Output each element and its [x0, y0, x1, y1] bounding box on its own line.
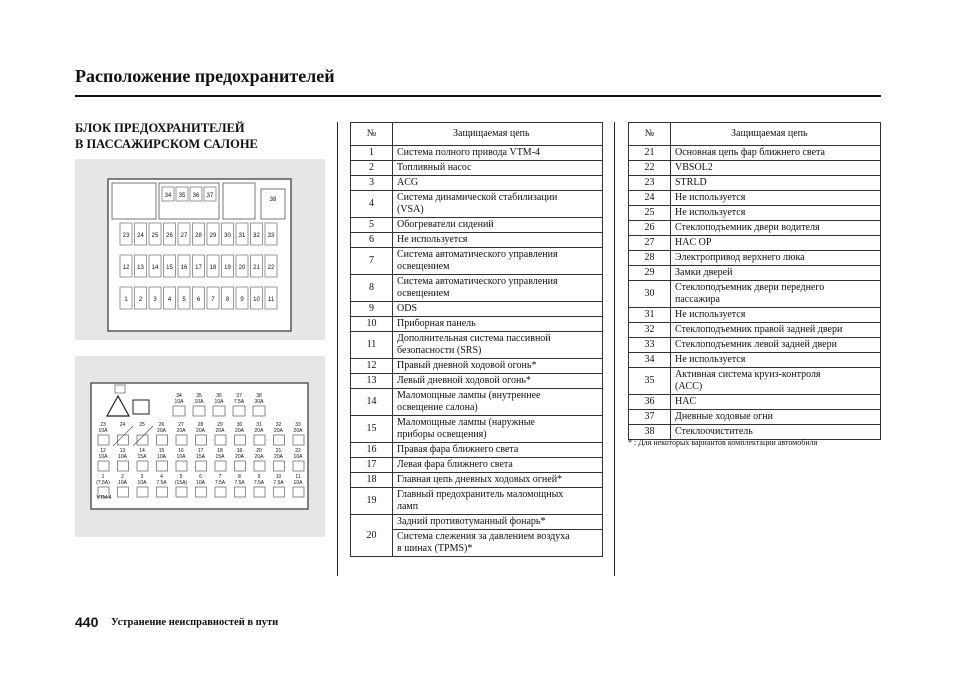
table-row: [351, 458, 603, 473]
circuit-text-line: ламп: [397, 501, 419, 512]
fuse-rating-label: 20A: [196, 428, 205, 434]
fuse-number-label: 36: [192, 193, 200, 199]
circuit-text-line: Стеклоподъемник двери водителя: [675, 222, 820, 233]
fuse-circuit: [671, 281, 881, 308]
fuse-number-label: 16: [180, 265, 188, 271]
circuit-text-line: в шинах (TPMS)*: [397, 543, 473, 554]
fuse-number-label: 35: [178, 193, 186, 199]
fuse-circuit: [393, 146, 603, 161]
circuit-text-line: Главная цепь дневных ходовых огней*: [397, 474, 563, 485]
fuse-number-label: 24: [119, 422, 126, 428]
circuit-text-line: Система полного привода VTM-4: [397, 147, 541, 158]
table-row: [629, 338, 881, 353]
fuse-number: 26: [629, 221, 671, 236]
circuit-text-line: приборы освещения): [397, 429, 487, 440]
fuse-number: 2: [351, 161, 393, 176]
fuse-circuit: [393, 176, 603, 191]
fuse-number-label: 20: [256, 448, 262, 454]
circuit-text-line: ODS: [397, 303, 418, 314]
fuse-number-label: 7: [211, 297, 215, 303]
fuse-number-label: 38: [269, 197, 277, 203]
fuse-circuit: [393, 233, 603, 248]
fuse-number-label: 12: [122, 265, 130, 271]
fuse-rating-label: 20A: [274, 428, 283, 434]
fuse-number-label: 32: [253, 233, 260, 239]
fuse-number-label: 26: [166, 233, 173, 239]
table-row: [351, 275, 603, 302]
fuse-number-label: 15: [158, 448, 165, 454]
fuse-number-label: 28: [195, 233, 202, 239]
fuse-number-label: 18: [217, 448, 223, 454]
fuse-rating-label: 10A: [194, 399, 204, 405]
circuit-text-line: Не используется: [397, 234, 468, 245]
fuse-rating-label: 15A: [215, 454, 225, 460]
section-heading: [75, 120, 258, 152]
fuse-circuit: [393, 389, 603, 416]
fuse-label-diagram: [75, 356, 325, 537]
fuse-number: 28: [629, 251, 671, 266]
fuse-circuit: [393, 359, 603, 374]
footnote: * : Для некоторых вариантов комплектации автомобиля: [628, 438, 818, 447]
table-row: [629, 206, 881, 221]
fuse-number: 24: [629, 191, 671, 206]
table-row: [629, 146, 881, 161]
fuse-number: 32: [629, 323, 671, 338]
fuse-rating-label: 20A: [215, 428, 225, 434]
fuse-number-label: 19: [224, 265, 231, 271]
fuse-number-label: 34: [176, 393, 182, 399]
table-row: [629, 176, 881, 191]
fuse-rating-label: 7.5A: [234, 480, 245, 486]
circuit-text-line: Не используется: [675, 354, 746, 365]
table-header-row: [629, 123, 881, 146]
fuse-circuit: [393, 161, 603, 176]
title-rule: [75, 95, 881, 97]
fuse-rating-label: 20A: [254, 454, 264, 460]
table-row: [629, 353, 881, 368]
fuse-rating-label: 20A: [274, 454, 283, 460]
fuse-number: 33: [629, 338, 671, 353]
fuse-number: 14: [351, 389, 393, 416]
fuse-rating-label: 20A: [235, 428, 244, 434]
fuse-number-label: 3: [153, 297, 157, 303]
fuse-number-label: 27: [180, 233, 188, 239]
fuse-rating-label: 10A: [214, 399, 224, 405]
circuit-text-line: Стеклоподъемник правой задней двери: [675, 324, 843, 335]
fuse-number-label: 14: [139, 448, 145, 454]
fuse-number-label: 29: [209, 233, 217, 239]
fuse-rating-label: 20A: [235, 454, 244, 460]
circuit-text-line: ACG: [397, 177, 419, 188]
fuse-rating-label: 10A: [118, 480, 127, 486]
fuse-number: 37: [629, 410, 671, 425]
page-number: 440: [75, 614, 99, 630]
circuit-text-line: Система автоматического управления: [397, 276, 558, 287]
fuse-circuit: [393, 473, 603, 488]
fuse-circuit: [393, 248, 603, 275]
fuse-number-label: 36: [216, 393, 222, 399]
circuit-text-line: освещением: [397, 261, 450, 272]
fuse-number-label: 3: [140, 474, 144, 480]
circuit-text-line: Обогреватели сидений: [397, 219, 494, 230]
fuse-rating-label: 10A: [98, 454, 108, 460]
fuse-circuit: [671, 266, 881, 281]
fuse-number: 16: [351, 443, 393, 458]
fuse-number-label: 10: [275, 474, 282, 480]
circuit-text-line: HAC OP: [675, 237, 712, 248]
fuse-circuit: [671, 176, 881, 191]
fuse-number-label: 16: [178, 448, 184, 454]
fuse-number-label: 21: [253, 265, 260, 271]
table-row: [629, 395, 881, 410]
fuse-number: 5: [351, 218, 393, 233]
fuse-number-label: 17: [195, 265, 202, 271]
table-row: [629, 221, 881, 236]
fuse-circuit: [671, 146, 881, 161]
fuse-circuit: [671, 161, 881, 176]
section-heading-line-2: В ПАССАЖИРСКОМ САЛОНЕ: [75, 137, 258, 151]
fuse-circuit: [393, 275, 603, 302]
fuse-number-label: 29: [217, 422, 223, 428]
fuse-number-label: 22: [295, 448, 301, 454]
fuse-circuit: [393, 443, 603, 458]
fuse-number-label: 1: [124, 297, 128, 303]
fuse-number-label: 30: [236, 422, 243, 428]
fuse-number-label: 6: [199, 474, 202, 480]
circuit-text-line: Не используется: [675, 309, 746, 320]
section-heading-line-1: БЛОК ПРЕДОХРАНИТЕЛЕЙ: [75, 121, 245, 135]
fuse-number-label: 8: [238, 474, 241, 480]
fuse-number-label: 9: [240, 297, 244, 303]
fuse-circuit: [393, 218, 603, 233]
fuse-number-label: 5: [182, 297, 186, 303]
table-row: [351, 443, 603, 458]
fuse-number: 12: [351, 359, 393, 374]
fuse-number-label: 11: [267, 297, 275, 303]
circuit-text-line: STRLD: [675, 177, 707, 188]
fuse-circuit: [671, 410, 881, 425]
table-row: [629, 266, 881, 281]
fuse-number-label: 37: [206, 193, 214, 199]
fuse-circuit: [671, 353, 881, 368]
circuit-text-line: Замки дверей: [675, 267, 733, 278]
fuse-circuit: [393, 332, 603, 359]
fuse-number-label: 32: [275, 422, 282, 428]
table-row: [351, 332, 603, 359]
fuse-rating-label: 10A: [196, 480, 205, 486]
fuse-circuit: [393, 416, 603, 443]
fuse-number-label: 28: [197, 422, 204, 428]
relay-slot: [112, 183, 156, 219]
fuse-rating-label: 30A: [254, 399, 264, 405]
table-header-row: [351, 123, 603, 146]
fuse-number-label: 17: [197, 448, 204, 454]
fuse-number-label: 38: [256, 393, 262, 399]
fuse-number: 10: [351, 317, 393, 332]
fuse-number-label: 2: [121, 474, 124, 480]
fuse-rating-label: 10A: [98, 428, 108, 434]
circuit-text-line: Дневные ходовые огни: [675, 411, 773, 422]
table-row: [351, 248, 603, 275]
circuit-text-line: (VSA): [397, 204, 424, 215]
fuse-number-label: 37: [236, 393, 242, 399]
table-row: [629, 308, 881, 323]
header-number: №: [629, 123, 671, 146]
fuse-number-label: 11: [295, 474, 301, 480]
circuit-text-line: HAC: [675, 396, 697, 407]
fuse-number-label: 31: [238, 233, 246, 239]
fuse-rating-label: 10A: [174, 399, 184, 405]
table-row: [351, 359, 603, 374]
fuse-rating-label: (15A): [174, 480, 188, 486]
table-row: [351, 191, 603, 218]
circuit-text-line: Система автоматического управления: [397, 249, 558, 260]
fuse-number: 18: [351, 473, 393, 488]
fuse-number: 38: [629, 425, 671, 440]
fuse-number-label: 31: [256, 422, 262, 428]
circuit-text-line: Система слежения за давлением воздуха: [397, 531, 570, 542]
circuit-text-line: Правый дневной ходовой огонь*: [397, 360, 537, 371]
fuse-number: 29: [629, 266, 671, 281]
circuit-text-line: Главный предохранитель маломощных: [397, 489, 564, 500]
table-row: [629, 323, 881, 338]
header-number: №: [351, 123, 393, 146]
fuse-number: 13: [351, 374, 393, 389]
fuse-number: 22: [629, 161, 671, 176]
column-divider-right: [614, 122, 615, 576]
circuit-text-line: Стеклоподъемник двери переднего: [675, 282, 825, 293]
circuit-text-line: VBSOL2: [675, 162, 713, 173]
fuse-table-left: [350, 122, 603, 557]
page-title: Расположение предохранителей: [75, 66, 335, 86]
fuse-circuit: [671, 221, 881, 236]
fuse-circuit: [671, 323, 881, 338]
header-circuit: Защищаемая цепь: [671, 123, 881, 146]
table-row: [629, 281, 881, 308]
table-row: [351, 218, 603, 233]
fuse-number: 20: [351, 515, 393, 557]
table-row: [629, 161, 881, 176]
fuse-circuit: [671, 368, 881, 395]
circuit-text-line: Активная система круиз-контроля: [675, 369, 821, 380]
fuse-number-label: 6: [196, 297, 201, 303]
fuse-circuit: [393, 488, 603, 515]
fuse-number: 9: [351, 302, 393, 317]
fuse-number: 23: [629, 176, 671, 191]
fuse-number-label: 22: [267, 265, 275, 271]
table-row: [629, 236, 881, 251]
fuse-number-label: 4: [167, 297, 172, 303]
fuse-number-label: 18: [209, 265, 217, 271]
fuse-number-label: 30: [224, 233, 231, 239]
vtm-label: VTM-4: [96, 495, 112, 501]
table-row: [351, 416, 603, 443]
circuit-text-line: освещение салона): [397, 402, 478, 413]
table-row: [351, 473, 603, 488]
fuse-number-label: 8: [225, 297, 230, 303]
circuit-text-line: Стеклоочиститель: [675, 426, 753, 437]
circuit-text-line: Электропривод верхнего люка: [675, 252, 805, 263]
fuse-rating-label: 20A: [176, 428, 186, 434]
fuse-number-label: 23: [100, 422, 106, 428]
fuse-number: 27: [629, 236, 671, 251]
fuse-number: 36: [629, 395, 671, 410]
fuse-box-diagram: [75, 159, 325, 340]
circuit-text-line: Правая фара ближнего света: [397, 444, 519, 455]
fuse-rating-label: 10A: [137, 480, 147, 486]
table-row: [351, 389, 603, 416]
fuse-circuit: [393, 530, 603, 557]
table-row: [351, 488, 603, 515]
fuse-circuit: [393, 302, 603, 317]
fuse-number-label: 35: [196, 393, 202, 399]
circuit-text-line: Левый дневной ходовой огонь*: [397, 375, 531, 386]
fuse-rating-label: 15A: [196, 454, 205, 460]
table-row: [351, 146, 603, 161]
fuse-number-label: 33: [267, 233, 275, 239]
fuse-number-label: 20: [238, 265, 246, 271]
fuse-table-right: [628, 122, 881, 440]
circuit-text-line: (ACC): [675, 381, 703, 392]
header-circuit: Защищаемая цепь: [393, 123, 603, 146]
fuse-number-label: 7: [218, 474, 222, 480]
circuit-text-line: Основная цепь фар ближнего света: [675, 147, 825, 158]
circuit-text-line: Система динамической стабилизации: [397, 192, 558, 203]
fuse-number-label: 25: [139, 422, 145, 428]
fuse-number-label: 4: [160, 474, 163, 480]
column-divider-left: [337, 122, 338, 576]
fuse-38-slot: [261, 189, 285, 219]
table-row: [351, 515, 603, 530]
fuse-rating-label: 10A: [118, 454, 127, 460]
fuse-circuit: Задний противотуманный фонарь*: [393, 515, 603, 530]
fuse-circuit: [393, 191, 603, 218]
circuit-text-line: безопасности (SRS): [397, 345, 482, 356]
table-row: [629, 191, 881, 206]
footer-section-title: Устранение неисправностей в пути: [111, 617, 279, 628]
fuse-number: 11: [351, 332, 393, 359]
fuse-number-label: 21: [275, 448, 282, 454]
fuse-circuit: [393, 374, 603, 389]
table-row: [351, 233, 603, 248]
fuse-circuit: [671, 191, 881, 206]
table-row: [629, 368, 881, 395]
circuit-text-line: освещением: [397, 288, 450, 299]
table-row: [351, 317, 603, 332]
fuse-number: 6: [351, 233, 393, 248]
fuse-rating-label: 20A: [254, 428, 264, 434]
fuse-number-label: 2: [138, 297, 143, 303]
circuit-text-line: Дополнительная система пассивной: [397, 333, 551, 344]
circuit-text-line: Топливный насос: [397, 162, 472, 173]
table-row: [351, 374, 603, 389]
fuse-rating-label: 7.5A: [273, 480, 284, 486]
fuse-number-label: 5: [179, 474, 183, 480]
fuse-number-label: 14: [151, 265, 159, 271]
table-row: [629, 410, 881, 425]
fuse-number: 34: [629, 353, 671, 368]
fuse-circuit: [671, 308, 881, 323]
fuse-circuit: [671, 206, 881, 221]
fuse-number: 25: [629, 206, 671, 221]
relay-slot: [223, 183, 255, 219]
fuse-rating-label: 20A: [157, 428, 166, 434]
fuse-circuit: [671, 251, 881, 266]
fuse-number-label: 13: [119, 448, 126, 454]
fuse-circuit: [671, 395, 881, 410]
table-row: [629, 251, 881, 266]
fuse-number-label: 15: [166, 265, 173, 271]
fuse-number-label: 19: [236, 448, 243, 454]
fuse-circuit: [671, 338, 881, 353]
fuse-box-drawing: [75, 159, 325, 340]
circuit-text-line: Стеклоподъемник левой задней двери: [675, 339, 837, 350]
fuse-number: 21: [629, 146, 671, 161]
fuse-number-label: 1: [101, 474, 105, 480]
fuse-number: 3: [351, 176, 393, 191]
fuse-number-label: 9: [257, 474, 261, 480]
fuse-number: 19: [351, 488, 393, 515]
fuse-rating-label: (7.5A): [96, 480, 110, 486]
fuse-number-label: 23: [122, 233, 130, 239]
fuse-number-label: 10: [253, 297, 260, 303]
fuse-rating-label: 7.5A: [253, 480, 265, 486]
circuit-text-line: Левая фара ближнего света: [397, 459, 513, 470]
fuse-rating-label: 10A: [157, 454, 166, 460]
fuse-number-label: 33: [295, 422, 301, 428]
fuse-circuit: [393, 317, 603, 332]
fuse-number: 7: [351, 248, 393, 275]
fuse-rating-label: 7.5A: [214, 480, 226, 486]
fuse-rating-label: 7.5A: [156, 480, 167, 486]
table-row: [351, 302, 603, 317]
fuse-rating-label: 10A: [293, 480, 303, 486]
fuse-number: 8: [351, 275, 393, 302]
fuse-number-label: 26: [158, 422, 165, 428]
fuse-number-label: 12: [100, 448, 106, 454]
fuse-number: 15: [351, 416, 393, 443]
fuse-number: 1: [351, 146, 393, 161]
circuit-text-line: Не используется: [675, 192, 746, 203]
fuse-number-label: 24: [137, 233, 144, 239]
fuse-number: 35: [629, 368, 671, 395]
fuse-number-label: 25: [151, 233, 159, 239]
fuse-number-label: 13: [137, 265, 144, 271]
fuse-number: 31: [629, 308, 671, 323]
fuse-number: 4: [351, 191, 393, 218]
fuse-number: 30: [629, 281, 671, 308]
fuse-number-label: 34: [164, 193, 172, 199]
circuit-text-line: Маломощные лампы (наружные: [397, 417, 535, 428]
circuit-text-line: пассажира: [675, 294, 720, 305]
fuse-rating-label: 7.5A: [233, 399, 245, 405]
table-row: [351, 176, 603, 191]
table-row: [351, 161, 603, 176]
circuit-text-line: Маломощные лампы (внутреннее: [397, 390, 541, 401]
fuse-rating-label: 10A: [293, 454, 303, 460]
fuse-rating-label: 10A: [176, 454, 186, 460]
fuse-rating-label: 15A: [137, 454, 147, 460]
fuse-number-label: 27: [178, 422, 184, 428]
circuit-text-line: Приборная панель: [397, 318, 476, 329]
fuse-label-drawing: [75, 356, 325, 537]
fuse-circuit: [393, 458, 603, 473]
circuit-text-line: Не используется: [675, 207, 746, 218]
fuse-rating-label: 20A: [293, 428, 303, 434]
fuse-number: 17: [351, 458, 393, 473]
fuse-circuit: [671, 236, 881, 251]
